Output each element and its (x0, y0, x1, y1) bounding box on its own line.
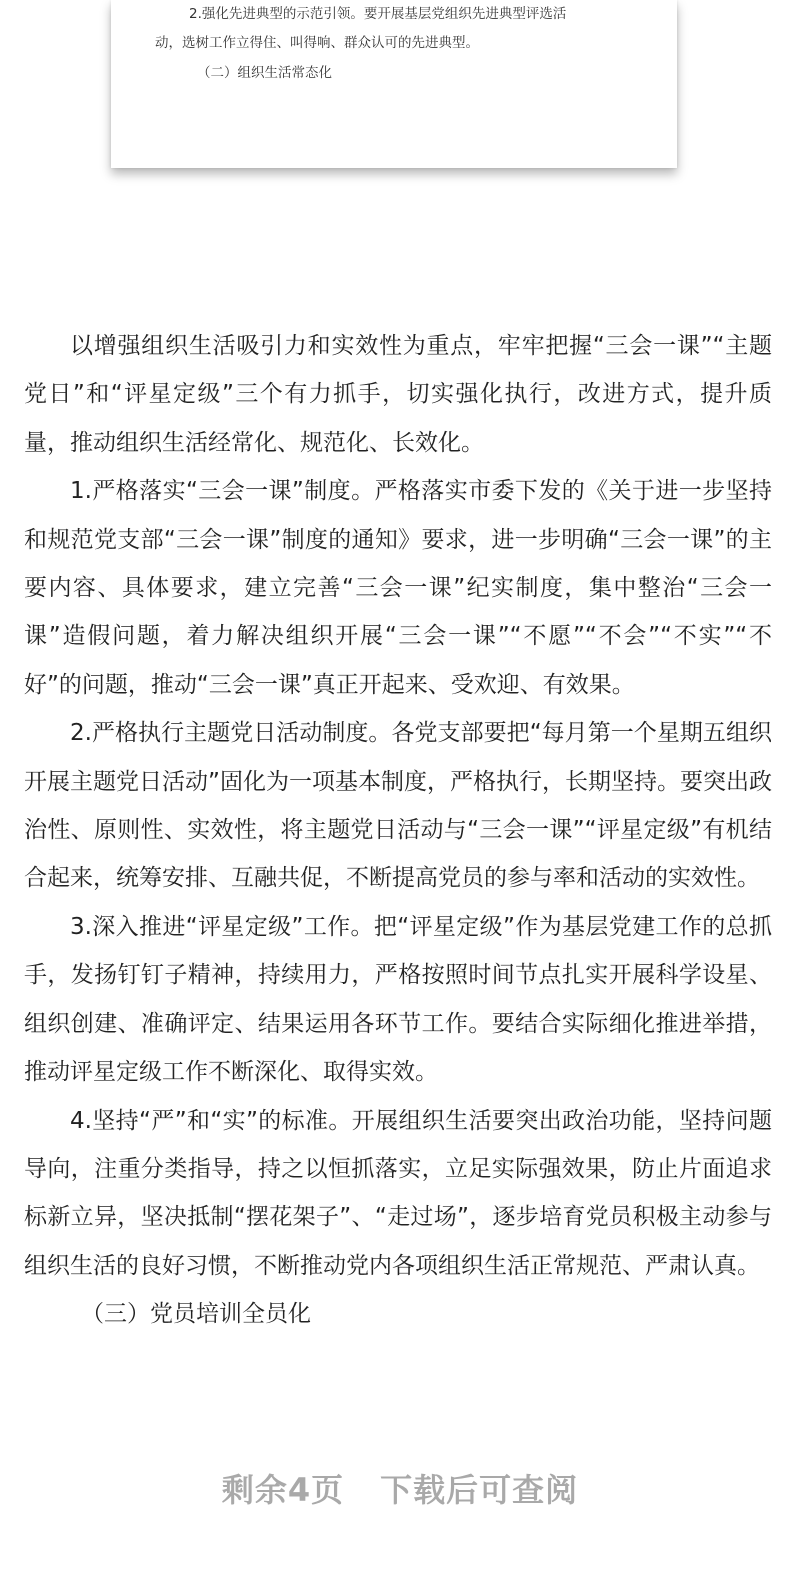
section-heading-3: （三）党员培训全员化 (81, 1301, 311, 1328)
document-body (24, 322, 772, 1339)
paragraph-intro: 以增强组织生活吸引力和实效性为重点，牢牢把握“三会一课”“主题党日”和“评星定级”三个有力抓手，切实强化执行，改进方式，提升质量，推动组织生活经常化、规范化、长效化。 (24, 333, 772, 456)
download-hint: 下载后可查阅 (380, 1471, 579, 1509)
paragraph-item-3: 3.深入推进“评星定级”工作。把“评星定级”作为基层党建工作的总抓手，发扬钉钉子精神，持续用力，严格按照时间节点扎实开展科学设星、组织创建、准确评定、结果运用各环节工作。要结合实际细化推进举措，推动评星定级工作不断深化、取得实效。 (24, 913, 772, 1086)
paragraph-item-4: 4.坚持“严”和“实”的标准。开展组织生活要突出政治功能，坚持问题导向，注重分类指导，持之以恒抓落实，立足实际强效果，防止片面追求标新立异，坚决抵制“摆花架子”、“走过场”，逐步培育党员积极主动参与组织生活的良好习惯，不断推动党内各项组织生活正常规范、严肃认真。 (24, 1107, 772, 1279)
preview-section-heading: （二）组织生活常态化 (197, 65, 332, 81)
preview-line-1: 2.强化先进典型的示范引领。要开展基层党组织先进典型评选活 (189, 6, 567, 22)
remaining-pages-count: 剩余4页 (221, 1471, 345, 1509)
paragraph-item-1: 1.严格落实“三会一课”制度。严格落实市委下发的《关于进一步坚持和规范党支部“三会一课”制度的通知》要求，进一步明确“三会一课”的主要内容、具体要求，建立完善“三会一课”纪实制度，集中整治“三会一课”造假问题，着力解决组织开展“三会一课”“不愿”“不会”“不实”“不好”的问题，推动“三会一课”真正开起来、受欢迎、有效果。 (24, 478, 772, 698)
remaining-pages-banner[interactable] (0, 1468, 800, 1512)
paragraph-item-2: 2.严格执行主题党日活动制度。各党支部要把“每月第一个星期五组织开展主题党日活动”固化为一项基本制度，严格执行，长期坚持。要突出政治性、原则性、实效性，将主题党日活动与“三会一课”“评星定级”有机结合起来，统筹安排、互融共促，不断提高党员的参与率和活动的实效性。 (24, 720, 772, 892)
preview-page-card (111, 0, 677, 168)
preview-line-2: 动，选树工作立得住、叫得响、群众认可的先进典型。 (155, 35, 479, 51)
